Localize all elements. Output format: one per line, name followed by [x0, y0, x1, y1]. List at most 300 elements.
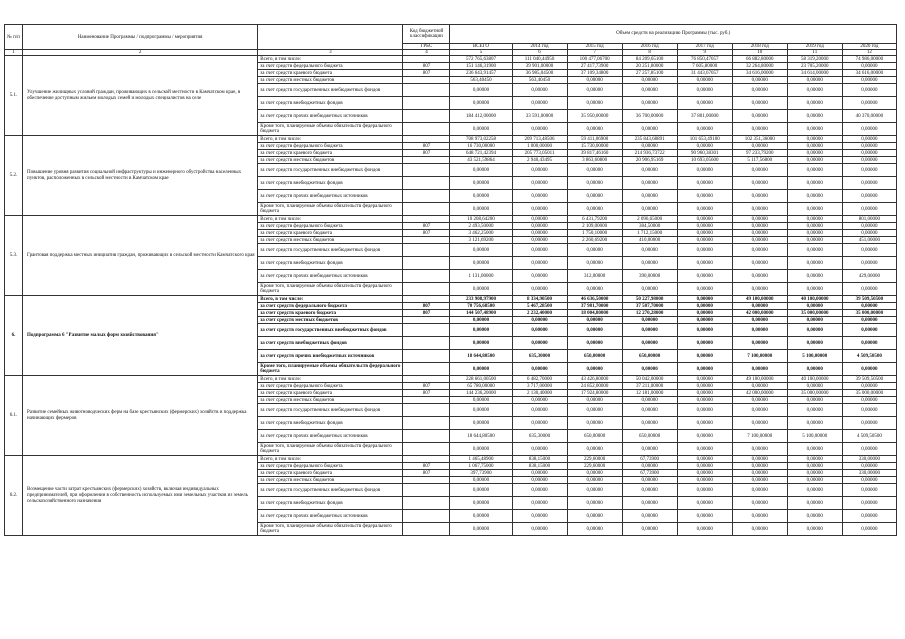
grbs-code: 807 [403, 230, 450, 237]
total-value: 0,00000 [450, 337, 512, 350]
year-value: 0,00000 [787, 177, 842, 190]
year-value: 0,00000 [787, 257, 842, 270]
year-value: 0,00000 [567, 470, 622, 477]
year-value: 0,00000 [787, 203, 842, 216]
funding-source: за счет средств прочих внебюджетных источников [258, 430, 403, 443]
year-value: 0,00000 [677, 190, 732, 203]
year-value: 35 000,00000 [787, 390, 842, 397]
year-value: 0,00000 [512, 317, 567, 324]
year-value: 0,00000 [512, 510, 567, 523]
year-value: 0,00000 [787, 470, 842, 477]
header-year: 2016 год [622, 44, 677, 50]
year-value: 0,00000 [622, 77, 677, 84]
year-value: 0,00000 [512, 270, 567, 283]
funding-source: Кроме того, планируемые объемы обязательств федерального бюджета [258, 203, 403, 216]
year-value: 0,00000 [787, 143, 842, 150]
year-value: 0,00000 [677, 77, 732, 84]
year-value: 0,00000 [622, 164, 677, 177]
year-value: 0,00000 [677, 443, 732, 456]
year-value: 0,00000 [787, 397, 842, 404]
year-value: 0,00000 [787, 443, 842, 456]
year-value: 1 000,00000 [512, 143, 567, 150]
table-row [5, 296, 897, 303]
total-value: 1 067,75000 [450, 463, 512, 470]
year-value: 0,00000 [622, 397, 677, 404]
year-value: 0,00000 [512, 97, 567, 110]
funding-source: за счет средств государственных внебюджетных фондов [258, 244, 403, 257]
year-value: 0,00000 [512, 337, 567, 350]
section-name: Повышение уровня развития социальной инфраструктуры и инженерного обустройства населенных пунктов, расположенных в сельской местности в Камчатском крае [23, 136, 258, 216]
funding-source: за счет средств местных бюджетов [258, 237, 403, 244]
header-year: 2015 год [567, 44, 622, 50]
grbs-code [403, 417, 450, 430]
column-number: 8 [622, 50, 677, 56]
year-value: 0,00000 [787, 417, 842, 430]
year-value: 0,00000 [842, 497, 896, 510]
year-value: 0,00000 [512, 477, 567, 484]
year-value: 0,00000 [512, 244, 567, 257]
year-value: 0,00000 [622, 484, 677, 497]
year-value: 0,00000 [512, 470, 567, 477]
year-value: 2 130,40000 [512, 390, 567, 397]
year-value: 0,00000 [842, 510, 896, 523]
year-value: 0,00000 [567, 523, 622, 536]
year-value: 0,00000 [732, 337, 787, 350]
total-value: 0,00000 [450, 283, 512, 296]
year-value: 0,00000 [567, 177, 622, 190]
year-value: 1 750,10000 [567, 230, 622, 237]
year-value: 0,00000 [732, 237, 787, 244]
year-value: 58 319,20000 [787, 56, 842, 63]
total-value: 0,00000 [450, 190, 512, 203]
year-value: 0,00000 [512, 484, 567, 497]
column-number: 1 [5, 50, 23, 56]
year-value: 0,00000 [677, 383, 732, 390]
column-number: 10 [732, 50, 787, 56]
year-value: 0,00000 [677, 203, 732, 216]
year-value: 33 591,00000 [512, 110, 567, 123]
grbs-code [403, 84, 450, 97]
funding-source: за счет средств федерального бюджета [258, 143, 403, 150]
total-value: 233 908,97900 [450, 296, 512, 303]
year-value: 0,00000 [622, 97, 677, 110]
grbs-code [403, 270, 450, 283]
funding-source: за счет средств государственных внебюджетных фондов [258, 484, 403, 497]
funding-source: за счет средств прочих внебюджетных источников [258, 270, 403, 283]
year-value: 37 507,70000 [622, 303, 677, 310]
year-value: 0,00000 [512, 443, 567, 456]
total-value: 10 208,64200 [450, 216, 512, 223]
year-value: 0,00000 [622, 497, 677, 510]
total-value: 1 465,48900 [450, 456, 512, 463]
year-value: 12 181,00000 [622, 390, 677, 397]
header-year: 2017 год [677, 44, 732, 50]
total-value: 0,00000 [450, 317, 512, 324]
funding-source: Кроме того, планируемые объемы обязательств федерального бюджета [258, 443, 403, 456]
total-value: 0,00000 [450, 244, 512, 257]
funding-source: за счет средств внебюджетных фондов [258, 257, 403, 270]
year-value: 0,00000 [567, 203, 622, 216]
year-value: 0,00000 [842, 150, 896, 157]
year-value: 0,00000 [567, 363, 622, 376]
column-number: 9 [677, 50, 732, 56]
total-value: 0,00000 [450, 123, 512, 136]
total-value: 144 507,48900 [450, 310, 512, 317]
year-value: 0,00000 [787, 510, 842, 523]
year-value: 0,00000 [622, 283, 677, 296]
year-value: 0,00000 [622, 510, 677, 523]
funding-source: за счет средств внебюджетных фондов [258, 177, 403, 190]
section-name: Возмещение части затрат крестьянских (фермерских) хозяйств, включая индивидуальных предпринимателей, при оформлении в собственность используемых ими земельных участков из земель сельскохозяйственного назначения [23, 456, 258, 536]
year-value: 2 109,00000 [567, 223, 622, 230]
year-value: 0,00000 [677, 296, 732, 303]
grbs-code [403, 257, 450, 270]
total-value: 18 644,80500 [450, 430, 512, 443]
year-value: 4 509,50500 [842, 430, 896, 443]
total-value: 3 121,69200 [450, 237, 512, 244]
year-value: 0,00000 [732, 270, 787, 283]
year-value: 0,00000 [567, 404, 622, 417]
year-value: 59 411,06900 [567, 136, 622, 143]
year-value: 0,00000 [732, 203, 787, 216]
column-number: 12 [842, 50, 896, 56]
grbs-code: 807 [403, 70, 450, 77]
year-value: 451,00000 [842, 237, 896, 244]
year-value: 838,15000 [512, 463, 567, 470]
header-total: ВСЕГО [450, 44, 512, 50]
total-value: 2 493,50000 [450, 223, 512, 230]
funding-source: Кроме того, планируемые объемы обязательств федерального бюджета [258, 123, 403, 136]
grbs-code [403, 477, 450, 484]
year-value: 635,30000 [512, 430, 567, 443]
year-value: 5 100,00000 [787, 430, 842, 443]
table-row [5, 376, 897, 383]
funding-source: Всего, в том числе: [258, 456, 403, 463]
section-name: Грантовая поддержка местных инициатив граждан, проживающих в сельской местности Камчатского края [23, 216, 258, 296]
grbs-code [403, 523, 450, 536]
year-value: 0,00000 [732, 230, 787, 237]
year-value: 0,00000 [842, 230, 896, 237]
year-value: 20 251,80000 [622, 63, 677, 70]
grbs-code: 807 [403, 143, 450, 150]
total-value: 397,73900 [450, 470, 512, 477]
year-value: 0,00000 [622, 190, 677, 203]
year-value: 0,00000 [512, 216, 567, 223]
table-row [5, 456, 897, 463]
year-value: 18 004,80000 [567, 310, 622, 317]
year-value: 2 260,69200 [567, 237, 622, 244]
year-value: 0,00000 [567, 477, 622, 484]
year-value: 34 616,00000 [842, 70, 896, 77]
year-value: 0,00000 [842, 324, 896, 337]
column-number: 11 [787, 50, 842, 56]
year-value: 0,00000 [677, 497, 732, 510]
funding-source: за счет средств краевого бюджета [258, 390, 403, 397]
year-value: 2 232,40000 [512, 310, 567, 317]
year-value: 410,00000 [622, 237, 677, 244]
funding-source: за счет средств федерального бюджета [258, 303, 403, 310]
year-value: 205 773,05011 [512, 150, 567, 157]
year-value: 0,00000 [787, 164, 842, 177]
year-value: 0,00000 [787, 337, 842, 350]
year-value: 0,00000 [512, 164, 567, 177]
year-value: 0,00000 [622, 363, 677, 376]
year-value: 0,00000 [677, 350, 732, 363]
year-value: 0,00000 [787, 283, 842, 296]
total-value: 0,00000 [450, 404, 512, 417]
year-value: 0,00000 [787, 84, 842, 97]
year-value: 0,00000 [842, 223, 896, 230]
funding-source: за счет средств местных бюджетов [258, 157, 403, 164]
year-value: 0,00000 [512, 257, 567, 270]
year-value: 34 616,00000 [732, 70, 787, 77]
year-value: 0,00000 [677, 143, 732, 150]
funding-source: за счет средств федерального бюджета [258, 223, 403, 230]
year-value: 563,40450 [512, 77, 567, 84]
year-value: 0,00000 [677, 257, 732, 270]
year-value: 0,00000 [732, 383, 787, 390]
funding-source: за счет средств внебюджетных фондов [258, 417, 403, 430]
year-value: 0,00000 [842, 97, 896, 110]
grbs-code [403, 296, 450, 303]
year-value: 1 712,15000 [622, 230, 677, 237]
year-value: 0,00000 [677, 283, 732, 296]
year-value: 46 636,50000 [567, 296, 622, 303]
grbs-code [403, 283, 450, 296]
year-value: 0,00000 [732, 324, 787, 337]
funding-source: за счет средств федерального бюджета [258, 383, 403, 390]
year-value: 15 730,00000 [567, 143, 622, 150]
year-value: 0,00000 [732, 510, 787, 523]
year-value: 0,00000 [677, 463, 732, 470]
year-value: 0,00000 [842, 257, 896, 270]
year-value: 24 852,00000 [567, 383, 622, 390]
header-source [258, 25, 403, 50]
year-value: 0,00000 [622, 324, 677, 337]
year-value: 390,00000 [622, 270, 677, 283]
year-value: 0,00000 [732, 223, 787, 230]
year-value: 0,00000 [732, 164, 787, 177]
year-value: 0,00000 [732, 177, 787, 190]
year-value: 5 467,28500 [512, 303, 567, 310]
year-value: 0,00000 [677, 230, 732, 237]
year-value: 0,00000 [787, 216, 842, 223]
total-value: 65 780,00000 [450, 383, 512, 390]
grbs-code [403, 164, 450, 177]
total-value: 0,00000 [450, 397, 512, 404]
total-value: 0,00000 [450, 523, 512, 536]
year-value: 0,00000 [567, 337, 622, 350]
year-value: 0,00000 [567, 244, 622, 257]
year-value: 0,00000 [732, 257, 787, 270]
year-value: 0,00000 [842, 123, 896, 136]
year-value: 0,00000 [677, 324, 732, 337]
grbs-code: 807 [403, 223, 450, 230]
year-value: 0,00000 [512, 523, 567, 536]
year-value: 0,00000 [622, 417, 677, 430]
year-value: 36 985,04500 [512, 70, 567, 77]
year-value: 0,00000 [787, 136, 842, 143]
year-value: 0,00000 [787, 244, 842, 257]
year-value: 0,00000 [842, 477, 896, 484]
year-value: 0,00000 [842, 283, 896, 296]
year-value: 0,00000 [622, 523, 677, 536]
year-value: 312,00000 [567, 270, 622, 283]
funding-source: за счет средств краевого бюджета [258, 470, 403, 477]
grbs-code: 807 [403, 383, 450, 390]
year-value: 650,00000 [622, 350, 677, 363]
year-value: 111 040,44950 [512, 56, 567, 63]
funding-source: за счет средств местных бюджетов [258, 317, 403, 324]
total-value: 0,00000 [450, 177, 512, 190]
year-value: 0,00000 [842, 77, 896, 84]
header-year: 2020 год [842, 44, 896, 50]
header-budget-code: Код бюджетной классификации [403, 25, 450, 44]
year-value: 0,00000 [677, 223, 732, 230]
total-value: 648 721,42394 [450, 150, 512, 157]
year-value: 0,00000 [732, 84, 787, 97]
year-value: 39 901,00000 [512, 63, 567, 70]
grbs-code [403, 317, 450, 324]
year-value: 229,60000 [567, 456, 622, 463]
year-value: 0,00000 [622, 244, 677, 257]
year-value: 0,00000 [512, 324, 567, 337]
year-value: 0,00000 [787, 317, 842, 324]
year-value: 40 100,00000 [787, 376, 842, 383]
year-value: 0,00000 [677, 477, 732, 484]
year-value: 635,30000 [512, 350, 567, 363]
year-value: 0,00000 [732, 456, 787, 463]
year-value: 0,00000 [677, 310, 732, 317]
year-value: 0,00000 [732, 77, 787, 84]
total-value: 0,00000 [450, 477, 512, 484]
year-value: 0,00000 [567, 77, 622, 84]
year-value: 0,00000 [677, 97, 732, 110]
column-number: 4 [403, 50, 450, 56]
year-value: 0,00000 [512, 203, 567, 216]
year-value: 0,00000 [567, 283, 622, 296]
year-value: 27 257,85100 [622, 70, 677, 77]
section-name: Подпрограмма 6 "Развитие малых форм хозяйствования" [23, 296, 258, 376]
year-value: 0,00000 [732, 477, 787, 484]
year-value: 0,00000 [512, 283, 567, 296]
year-value: 330,00000 [842, 470, 896, 477]
year-value: 0,00000 [567, 324, 622, 337]
year-value: 0,00000 [787, 110, 842, 123]
program-table-page [4, 24, 897, 536]
total-value: 236 643,91457 [450, 70, 512, 77]
total-value: 563,40450 [450, 77, 512, 84]
year-value: 0,00000 [842, 523, 896, 536]
year-value: 34 614,00000 [787, 70, 842, 77]
year-value: 0,00000 [622, 404, 677, 417]
year-value: 0,00000 [732, 97, 787, 110]
year-value: 42 000,00000 [732, 310, 787, 317]
total-value: 0,00000 [450, 443, 512, 456]
year-value: 37 801,00000 [677, 110, 732, 123]
year-value: 0,00000 [567, 317, 622, 324]
section-name: Развитие семейных животноводческих ферм на базе крестьянских (фермерских) хозяйств и поддержка начинающих фермеров [23, 376, 258, 456]
year-value: 0,00000 [787, 404, 842, 417]
year-value: 39 509,50500 [842, 376, 896, 383]
year-value: 0,00000 [567, 257, 622, 270]
total-value: 228 661,00500 [450, 376, 512, 383]
year-value: 0,00000 [677, 84, 732, 97]
year-value: 0,00000 [842, 84, 896, 97]
grbs-code [403, 337, 450, 350]
year-value: 0,00000 [732, 244, 787, 257]
year-value: 0,00000 [842, 363, 896, 376]
year-value: 0,00000 [677, 244, 732, 257]
year-value: 76 850,47057 [677, 56, 732, 63]
section-number: 6. [5, 296, 23, 376]
year-value: 0,00000 [842, 463, 896, 470]
header-year: 2014 год [512, 44, 567, 50]
year-value: 7 100,00000 [732, 350, 787, 363]
year-value: 67,73900 [622, 456, 677, 463]
year-value: 35 000,00000 [787, 310, 842, 317]
year-value: 43 426,80000 [567, 376, 622, 383]
year-value: 17 924,80000 [567, 390, 622, 397]
grbs-code [403, 404, 450, 417]
year-value: 0,00000 [677, 164, 732, 177]
year-value: 0,00000 [787, 123, 842, 136]
funding-source: за счет средств внебюджетных фондов [258, 337, 403, 350]
year-value: 0,00000 [732, 470, 787, 477]
funding-source: за счет средств внебюджетных фондов [258, 97, 403, 110]
year-value: 650,00000 [567, 430, 622, 443]
column-number: 2 [23, 50, 258, 56]
funding-source: Всего, в том числе: [258, 136, 403, 143]
year-value: 0,00000 [842, 203, 896, 216]
year-value: 0,00000 [622, 203, 677, 216]
funding-source: Всего, в том числе: [258, 296, 403, 303]
year-value: 50 227,98000 [622, 296, 677, 303]
year-value: 0,00000 [512, 497, 567, 510]
year-value: 0,00000 [842, 136, 896, 143]
section-number: 6.1. [5, 376, 23, 456]
year-value: 0,00000 [732, 190, 787, 203]
funding-source: Кроме того, планируемые объемы обязательств федерального бюджета [258, 523, 403, 536]
section-number: 5.2. [5, 136, 23, 216]
grbs-code [403, 363, 450, 376]
header-name: Наименование Программы / подпрограммы / мероприятия [23, 25, 258, 50]
year-value: 0,00000 [732, 363, 787, 376]
total-value: 0,00000 [450, 417, 512, 430]
header-grbs: ГРБС [403, 44, 450, 50]
year-value: 0,00000 [622, 463, 677, 470]
column-number: 6 [512, 50, 567, 56]
year-value: 0,00000 [842, 317, 896, 324]
column-number: 3 [258, 50, 403, 56]
year-value: 0,00000 [622, 443, 677, 456]
year-value: 0,00000 [677, 303, 732, 310]
year-value: 0,00000 [787, 77, 842, 84]
funding-source: за счет средств государственных внебюджетных фондов [258, 404, 403, 417]
year-value: 7 100,00000 [732, 430, 787, 443]
year-value: 0,00000 [842, 177, 896, 190]
year-value: 0,00000 [567, 190, 622, 203]
funding-source: Всего, в том числе: [258, 376, 403, 383]
grbs-code: 807 [403, 470, 450, 477]
year-value: 27 417,73900 [567, 63, 622, 70]
total-value: 18 644,80500 [450, 350, 512, 363]
grbs-code [403, 203, 450, 216]
total-value: 0,00000 [450, 510, 512, 523]
header-volume: Объем средств на реализацию Программы (тыс. руб.) [450, 25, 897, 44]
grbs-code [403, 97, 450, 110]
year-value: 0,00000 [512, 230, 567, 237]
